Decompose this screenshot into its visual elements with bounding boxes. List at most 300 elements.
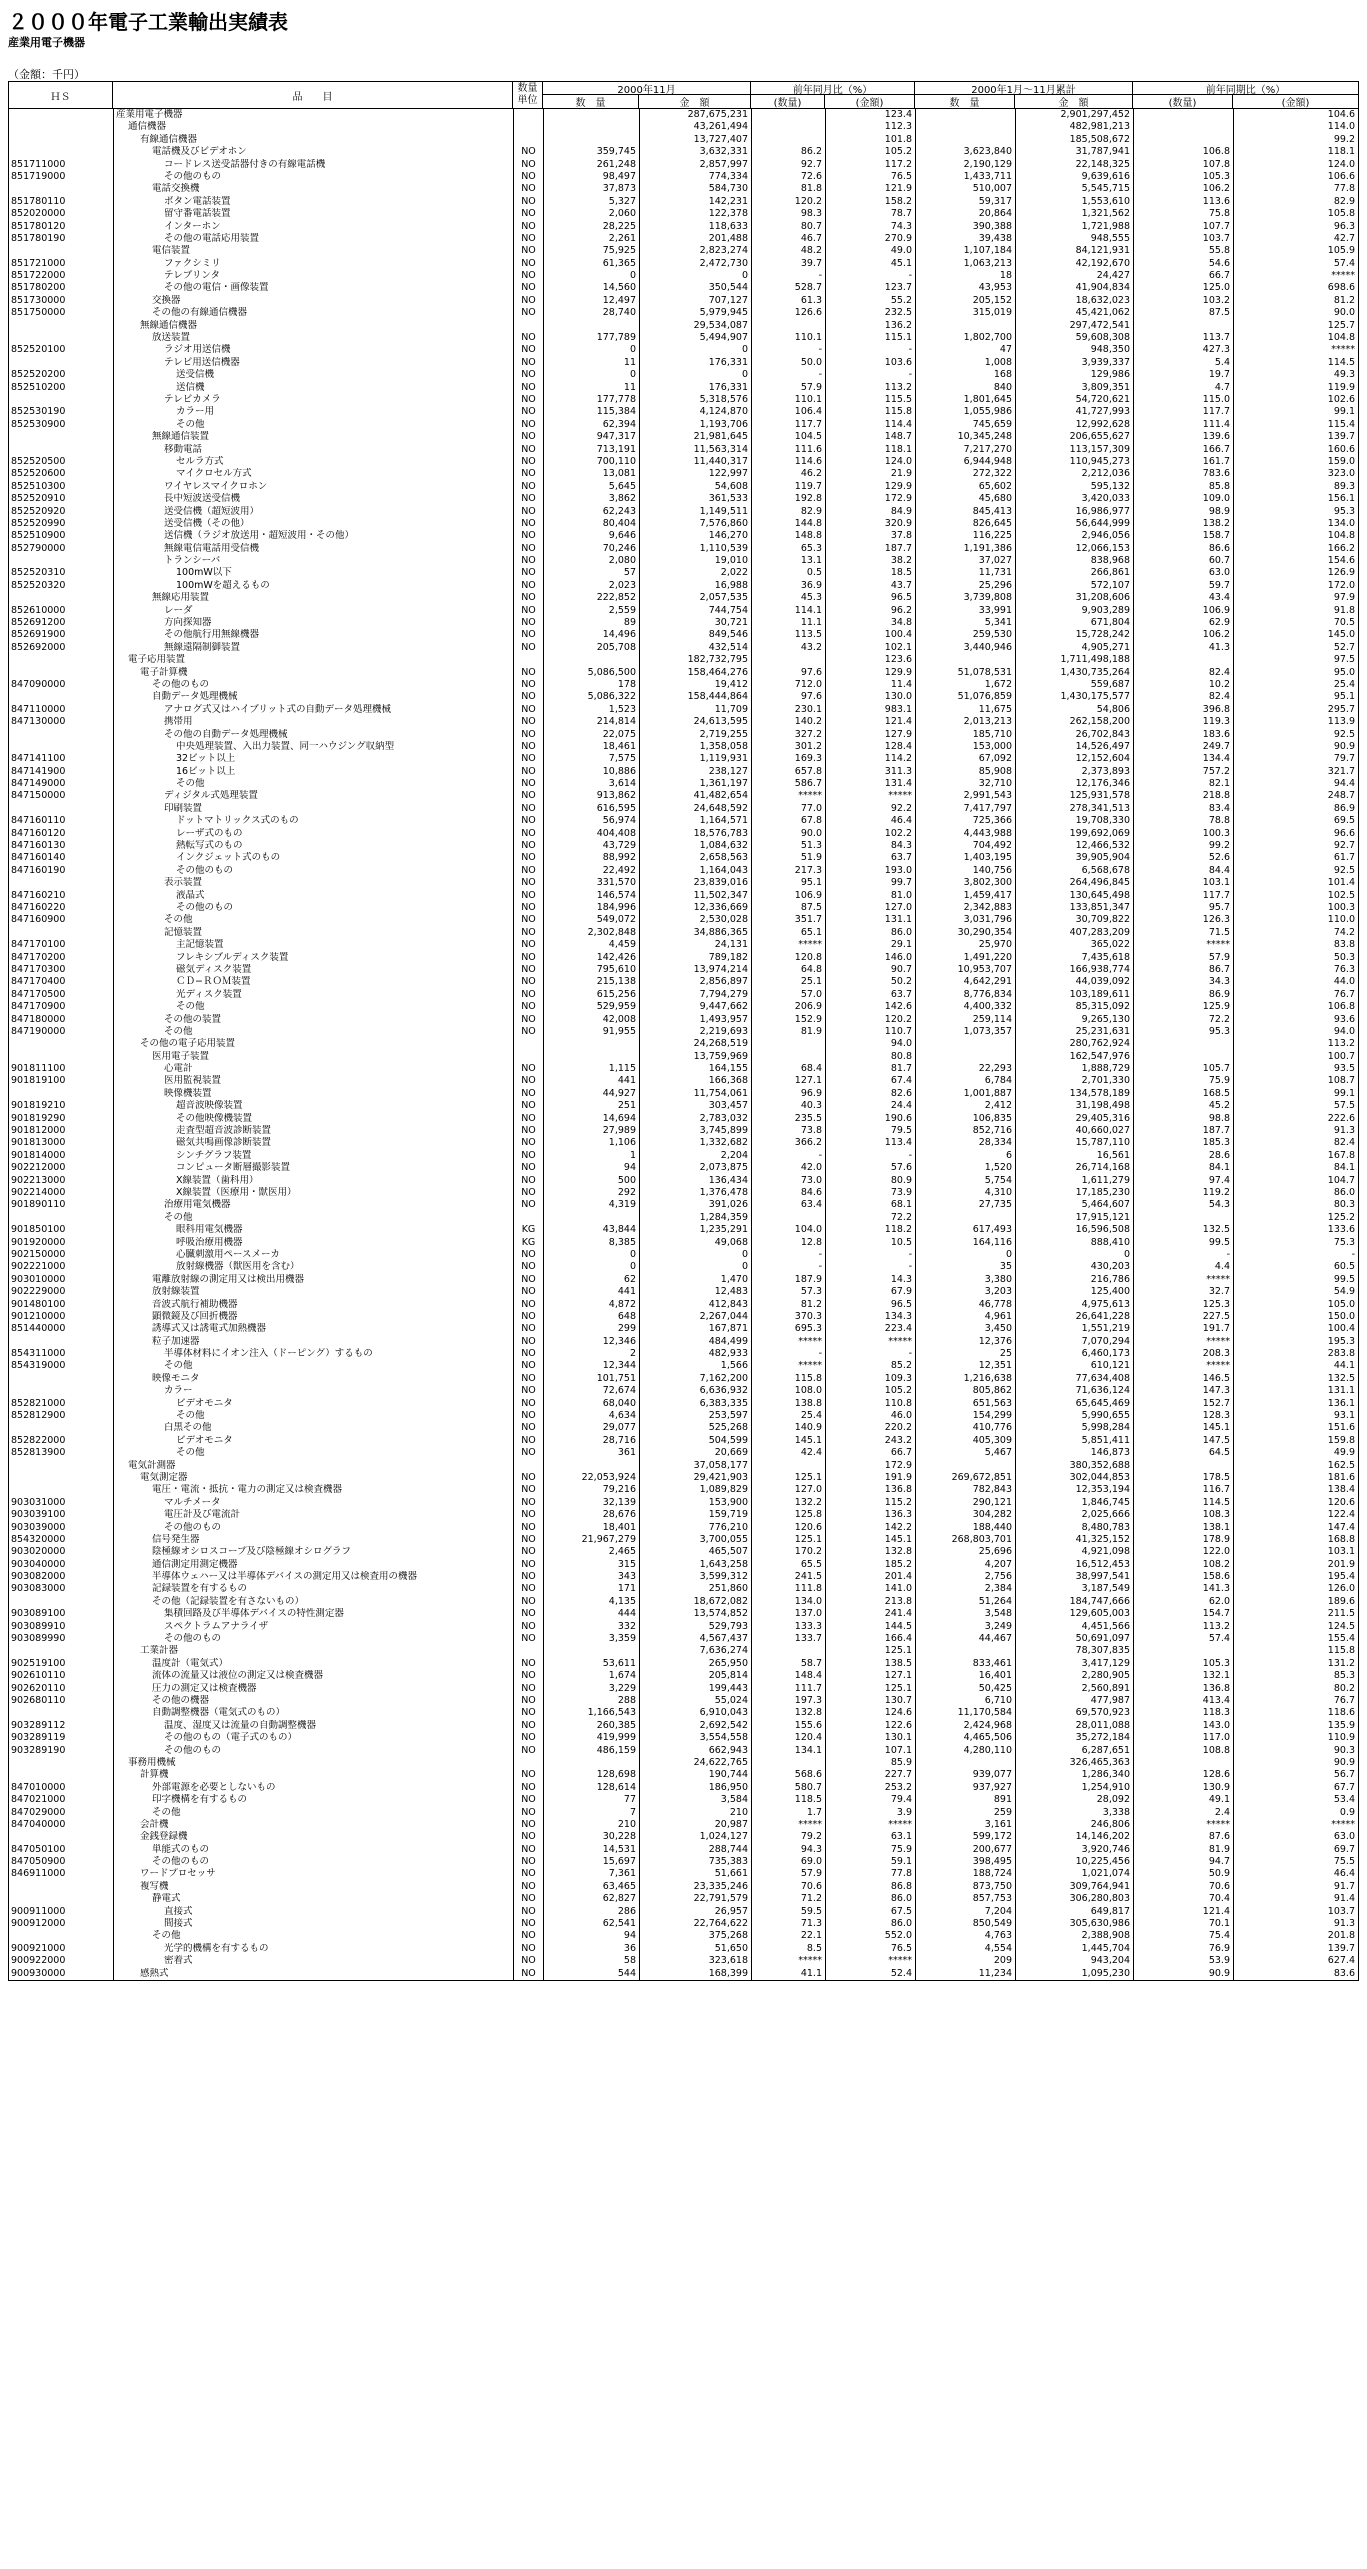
table-row — [9, 332, 1358, 344]
month-amount: 3,584 — [639, 1794, 751, 1806]
month-amount-ratio: 37.8 — [825, 530, 915, 542]
ytd-amount-ratio: 139.7 — [1233, 1943, 1358, 1955]
ytd-amount-ratio: 93.1 — [1233, 1410, 1358, 1422]
ytd-amount: 943,204 — [1015, 1955, 1133, 1967]
qty-unit: NO — [513, 803, 543, 815]
month-amount-ratio: 3.9 — [825, 1807, 915, 1819]
hs-code: 847110000 — [11, 703, 66, 715]
month-amount: 744,754 — [639, 605, 751, 617]
ytd-amount: 185,508,672 — [1015, 134, 1133, 146]
month-amount-ratio: 232.5 — [825, 307, 915, 319]
month-amount-ratio: 24.4 — [825, 1100, 915, 1112]
ytd-qty-ratio: 146.5 — [1133, 1373, 1233, 1385]
qty-unit: NO — [513, 1856, 543, 1868]
ytd-amount-ratio: 82.4 — [1233, 1137, 1358, 1149]
month-amount-ratio: 78.7 — [825, 208, 915, 220]
ytd-qty: 3,548 — [915, 1608, 1015, 1620]
ytd-amount-ratio: 94.4 — [1233, 778, 1358, 790]
ytd-qty-ratio: 4.4 — [1133, 1261, 1233, 1273]
month-amount-ratio: 123.4 — [825, 109, 915, 121]
month-amount: 0 — [639, 369, 751, 381]
month-qty-ratio: 695.3 — [751, 1323, 825, 1335]
month-qty: 63,465 — [543, 1881, 639, 1893]
ytd-qty: 51,076,859 — [915, 691, 1015, 703]
ytd-qty: 268,803,701 — [915, 1534, 1015, 1546]
month-qty-ratio: 42.0 — [751, 1162, 825, 1174]
month-qty: 12,346 — [543, 1336, 639, 1348]
ytd-qty: 857,753 — [915, 1893, 1015, 1905]
month-amount-ratio: 102.1 — [825, 642, 915, 654]
item-name: 密着式 — [113, 1955, 513, 1967]
month-qty: 28,716 — [543, 1435, 639, 1447]
month-qty-ratio: 57.3 — [751, 1286, 825, 1298]
hs-code — [11, 803, 111, 815]
month-qty-ratio: 586.7 — [751, 778, 825, 790]
month-amount: 12,483 — [639, 1286, 751, 1298]
item-name: 電子計算機 — [113, 667, 513, 679]
item-name: 光ディスク装置 — [113, 989, 513, 1001]
month-amount-ratio: - — [825, 369, 915, 381]
month-amount: 49,068 — [639, 1237, 751, 1249]
qty-unit: NO — [513, 1336, 543, 1348]
table-row — [9, 444, 1358, 456]
hs-code — [11, 1484, 111, 1496]
month-amount: 391,026 — [639, 1199, 751, 1211]
hs-code: 852510900 — [11, 530, 66, 542]
ytd-qty: 35 — [915, 1261, 1015, 1273]
month-amount: 168,399 — [639, 1968, 751, 1980]
month-amount: 0 — [639, 1249, 751, 1261]
ytd-qty: 259,114 — [915, 1014, 1015, 1026]
qty-unit: KG — [513, 1237, 543, 1249]
ytd-amount: 5,545,715 — [1015, 183, 1133, 195]
ytd-amount: 9,265,130 — [1015, 1014, 1133, 1026]
item-name: 工業計器 — [113, 1645, 513, 1657]
item-name: 磁気ディスク装置 — [113, 964, 513, 976]
month-amount: 265,950 — [639, 1658, 751, 1670]
ytd-amount: 1,095,230 — [1015, 1968, 1133, 1980]
ytd-amount-ratio: 97.5 — [1233, 654, 1358, 666]
ytd-amount: 65,645,469 — [1015, 1398, 1133, 1410]
month-qty: 795,610 — [543, 964, 639, 976]
ytd-qty-ratio: 55.8 — [1133, 245, 1233, 257]
ytd-amount: 6,568,678 — [1015, 865, 1133, 877]
month-amount-ratio: 73.9 — [825, 1187, 915, 1199]
ytd-amount-ratio: 95.0 — [1233, 667, 1358, 679]
ytd-qty: 3,739,808 — [915, 592, 1015, 604]
ytd-qty: 4,443,988 — [915, 828, 1015, 840]
month-amount: 11,754,061 — [639, 1088, 751, 1100]
ytd-amount: 4,451,566 — [1015, 1621, 1133, 1633]
month-qty: 142,426 — [543, 952, 639, 964]
ytd-amount-ratio: 248.7 — [1233, 790, 1358, 802]
month-qty: 3,614 — [543, 778, 639, 790]
ytd-qty-ratio: 134.4 — [1133, 753, 1233, 765]
month-qty-ratio: 114.6 — [751, 456, 825, 468]
ytd-amount: 30,709,822 — [1015, 914, 1133, 926]
qty-unit: NO — [513, 1187, 543, 1199]
ytd-qty-ratio: 109.0 — [1133, 493, 1233, 505]
hs-code: 847160220 — [11, 902, 66, 913]
ytd-qty-ratio: 97.4 — [1133, 1175, 1233, 1187]
hs-code: 847141100 — [11, 753, 66, 765]
ytd-amount-ratio: 77.8 — [1233, 183, 1358, 195]
qty-unit: NO — [513, 766, 543, 778]
month-qty-ratio: 40.3 — [751, 1100, 825, 1112]
month-amount-ratio: 79.4 — [825, 1794, 915, 1806]
month-qty-ratio: 22.1 — [751, 1930, 825, 1942]
month-amount-ratio: 110.8 — [825, 1398, 915, 1410]
month-qty-ratio: 217.3 — [751, 865, 825, 877]
ytd-qty: 6 — [915, 1150, 1015, 1162]
month-amount-ratio: 113.4 — [825, 1137, 915, 1149]
month-qty-ratio: 71.3 — [751, 1918, 825, 1930]
ytd-qty: 2,991,543 — [915, 790, 1015, 802]
month-amount: 43,261,494 — [639, 121, 751, 133]
month-amount: 361,533 — [639, 493, 751, 505]
table-row — [9, 1645, 1358, 1657]
month-qty: 22,075 — [543, 729, 639, 741]
qty-unit: NO — [513, 1100, 543, 1112]
table-row — [9, 1732, 1358, 1744]
month-qty: 1 — [543, 1150, 639, 1162]
table-row — [9, 939, 1358, 951]
qty-unit: NO — [513, 1014, 543, 1026]
qty-unit: NO — [513, 840, 543, 852]
month-qty: 2 — [543, 1348, 639, 1360]
ytd-amount: 2,388,908 — [1015, 1930, 1133, 1942]
item-name: 会計機 — [113, 1819, 513, 1831]
month-qty-ratio — [751, 1038, 825, 1050]
ytd-qty: 269,672,851 — [915, 1472, 1015, 1484]
ytd-amount: 3,417,129 — [1015, 1658, 1133, 1670]
month-qty-ratio: 57.9 — [751, 1868, 825, 1880]
month-qty-ratio: ***** — [751, 1360, 825, 1372]
month-qty: 10,886 — [543, 766, 639, 778]
month-amount: 0 — [639, 344, 751, 356]
month-amount: 5,318,576 — [639, 394, 751, 406]
item-name: アナログ式又はハイブリット式の自動データ処理機械 — [113, 704, 513, 716]
item-name: 複写機 — [113, 1881, 513, 1893]
ytd-qty: 12,351 — [915, 1360, 1015, 1372]
month-qty: 648 — [543, 1311, 639, 1323]
ytd-qty-ratio: 117.7 — [1133, 890, 1233, 902]
ytd-qty: 617,493 — [915, 1224, 1015, 1236]
month-amount: 2,692,542 — [639, 1720, 751, 1732]
ytd-qty-ratio: 70.4 — [1133, 1893, 1233, 1905]
ytd-qty-ratio: 132.1 — [1133, 1670, 1233, 1682]
hs-code: 903089910 — [11, 1620, 66, 1632]
qty-unit: NO — [513, 1732, 543, 1744]
ytd-qty-ratio: 106.9 — [1133, 605, 1233, 617]
item-name: ワイヤレスマイクロホン — [113, 481, 513, 493]
hs-code — [11, 1707, 111, 1719]
month-qty: 1,523 — [543, 704, 639, 716]
ytd-amount-ratio: 222.6 — [1233, 1113, 1358, 1125]
ytd-amount: 133,851,347 — [1015, 902, 1133, 914]
ytd-amount: 2,373,893 — [1015, 766, 1133, 778]
table-row — [9, 1460, 1358, 1472]
ytd-amount-ratio: 115.4 — [1233, 419, 1358, 431]
ytd-amount-ratio: 80.3 — [1233, 1199, 1358, 1211]
ytd-qty-ratio: 106.2 — [1133, 183, 1233, 195]
qty-unit: NO — [513, 1175, 543, 1187]
month-qty: 222,852 — [543, 592, 639, 604]
ytd-amount-ratio: 93.6 — [1233, 1014, 1358, 1026]
hs-code — [11, 121, 111, 133]
month-qty-ratio: 71.2 — [751, 1893, 825, 1905]
table-row — [9, 667, 1358, 679]
month-amount: 1,566 — [639, 1360, 751, 1372]
ytd-amount-ratio: 104.7 — [1233, 1175, 1358, 1187]
hs-code: 903083000 — [11, 1583, 66, 1595]
month-amount-ratio: 172.9 — [825, 493, 915, 505]
qty-unit: NO — [513, 952, 543, 964]
table-row — [9, 828, 1358, 840]
table-row — [9, 282, 1358, 294]
ytd-amount-ratio: 113.9 — [1233, 716, 1358, 728]
ytd-amount: 12,152,604 — [1015, 753, 1133, 765]
qty-unit: NO — [513, 245, 543, 257]
ytd-amount: 184,747,666 — [1015, 1596, 1133, 1608]
month-amount-ratio: 103.6 — [825, 357, 915, 369]
month-qty-ratio: 0.5 — [751, 567, 825, 579]
ytd-qty-ratio: 71.5 — [1133, 927, 1233, 939]
ytd-qty-ratio: ***** — [1133, 1274, 1233, 1286]
month-qty: 184,996 — [543, 902, 639, 914]
table-row — [9, 1063, 1358, 1075]
month-qty-ratio: 137.0 — [751, 1608, 825, 1620]
hs-code: 902680110 — [11, 1695, 66, 1706]
ytd-qty: 1,216,638 — [915, 1373, 1015, 1385]
ytd-amount-ratio: 122.4 — [1233, 1509, 1358, 1521]
ytd-qty-ratio: 95.3 — [1133, 1026, 1233, 1038]
ytd-qty-ratio: 54.6 — [1133, 258, 1233, 270]
ytd-amount: 297,472,541 — [1015, 320, 1133, 332]
ytd-qty: 164,116 — [915, 1237, 1015, 1249]
ytd-amount: 44,039,092 — [1015, 976, 1133, 988]
month-qty: 94 — [543, 1162, 639, 1174]
month-amount: 210 — [639, 1807, 751, 1819]
month-amount: 24,648,592 — [639, 803, 751, 815]
table-row — [9, 716, 1358, 728]
item-name: 感熱式 — [113, 1968, 513, 1980]
item-name: フレキシブルディスク装置 — [113, 952, 513, 964]
month-amount-ratio: 112.3 — [825, 121, 915, 133]
month-amount-ratio: 148.7 — [825, 431, 915, 443]
qty-unit: NO — [513, 1546, 543, 1558]
month-qty: 32,139 — [543, 1497, 639, 1509]
table-row — [9, 766, 1358, 778]
qty-unit: NO — [513, 1410, 543, 1422]
month-qty: 68,040 — [543, 1398, 639, 1410]
month-qty: 700,110 — [543, 456, 639, 468]
item-name: 中央処理装置、入出力装置、同一ハウジング収納型 — [113, 741, 513, 753]
ytd-qty: 259,530 — [915, 629, 1015, 641]
ytd-amount: 4,975,613 — [1015, 1299, 1133, 1311]
table-row — [9, 344, 1358, 356]
header-hs: ＨＳ — [9, 82, 113, 108]
month-amount-ratio: 127.9 — [825, 729, 915, 741]
ytd-qty: 67,092 — [915, 753, 1015, 765]
month-qty: 101,751 — [543, 1373, 639, 1385]
month-qty-ratio: 155.6 — [751, 1720, 825, 1732]
qty-unit: NO — [513, 394, 543, 406]
qty-unit: KG — [513, 1224, 543, 1236]
ytd-amount-ratio: 25.4 — [1233, 679, 1358, 691]
ytd-amount: 2,701,330 — [1015, 1075, 1133, 1087]
month-qty-ratio: 148.8 — [751, 530, 825, 542]
page-subtitle: 産業用電子機器 — [8, 36, 85, 49]
table-row — [9, 506, 1358, 518]
item-name: 眼科用電気機器 — [113, 1224, 513, 1236]
month-qty: 5,645 — [543, 481, 639, 493]
month-qty-ratio: 568.6 — [751, 1769, 825, 1781]
item-name: その他の電話応用装置 — [113, 233, 513, 245]
item-name: その他 — [113, 1001, 513, 1013]
qty-unit: NO — [513, 406, 543, 418]
ytd-amount: 113,157,309 — [1015, 444, 1133, 456]
item-name: その他のもの — [113, 1522, 513, 1534]
table-row — [9, 530, 1358, 542]
ytd-qty: 850,549 — [915, 1918, 1015, 1930]
ytd-qty: 37,027 — [915, 555, 1015, 567]
month-amount: 167,871 — [639, 1323, 751, 1335]
ytd-amount: 1,721,988 — [1015, 221, 1133, 233]
month-amount: 238,127 — [639, 766, 751, 778]
table-row — [9, 1385, 1358, 1397]
item-name: テレビカメラ — [113, 394, 513, 406]
item-name: 無線電信電話用受信機 — [113, 543, 513, 555]
hs-code: 847160140 — [11, 852, 66, 864]
ytd-amount: 12,353,194 — [1015, 1484, 1133, 1496]
ytd-qty: 2,424,968 — [915, 1720, 1015, 1732]
ytd-qty-ratio: 5.4 — [1133, 357, 1233, 369]
month-amount: 774,334 — [639, 171, 751, 183]
month-amount-ratio: 34.8 — [825, 617, 915, 629]
month-amount: 158,444,864 — [639, 691, 751, 703]
month-amount-ratio: 10.5 — [825, 1237, 915, 1249]
qty-unit: NO — [513, 1311, 543, 1323]
ytd-amount-ratio: 211.5 — [1233, 1608, 1358, 1620]
month-qty-ratio: 86.2 — [751, 146, 825, 158]
ytd-qty-ratio: 105.3 — [1133, 171, 1233, 183]
month-qty-ratio: 114.1 — [751, 605, 825, 617]
ytd-amount-ratio: 53.4 — [1233, 1794, 1358, 1806]
ytd-qty: 6,784 — [915, 1075, 1015, 1087]
qty-unit — [513, 134, 543, 146]
ytd-qty: 398,495 — [915, 1856, 1015, 1868]
month-qty-ratio: 68.4 — [751, 1063, 825, 1075]
month-qty: 79,216 — [543, 1484, 639, 1496]
ytd-qty-ratio: 227.5 — [1133, 1311, 1233, 1323]
table-row — [9, 419, 1358, 431]
ytd-qty-ratio: 105.7 — [1133, 1063, 1233, 1075]
item-name: 送受信機（その他） — [113, 518, 513, 530]
month-qty: 146,574 — [543, 890, 639, 902]
table-row — [9, 481, 1358, 493]
qty-unit: NO — [513, 481, 543, 493]
ytd-amount: 610,121 — [1015, 1360, 1133, 1372]
table-row — [9, 171, 1358, 183]
month-amount: 11,563,314 — [639, 444, 751, 456]
hs-code: 854311000 — [11, 1348, 66, 1360]
ytd-qty-ratio: 168.5 — [1133, 1088, 1233, 1100]
month-qty-ratio: 133.3 — [751, 1621, 825, 1633]
month-qty-ratio: 104.5 — [751, 431, 825, 443]
month-amount-ratio: 129.9 — [825, 481, 915, 493]
ytd-qty-ratio: 98.9 — [1133, 506, 1233, 518]
hs-code — [11, 877, 111, 889]
ytd-qty-ratio: 152.7 — [1133, 1398, 1233, 1410]
month-qty-ratio: 351.7 — [751, 914, 825, 926]
table-row — [9, 605, 1358, 617]
ytd-amount: 948,350 — [1015, 344, 1133, 356]
month-amount: 190,744 — [639, 1769, 751, 1781]
table-row — [9, 518, 1358, 530]
month-amount-ratio: 121.4 — [825, 716, 915, 728]
month-amount: 12,336,669 — [639, 902, 751, 914]
ytd-qty-ratio: 53.9 — [1133, 1955, 1233, 1967]
item-name: 無線遠隔制御装置 — [113, 642, 513, 654]
ytd-qty-ratio: 75.9 — [1133, 1075, 1233, 1087]
month-qty: 98,497 — [543, 171, 639, 183]
month-qty-ratio: 118.5 — [751, 1794, 825, 1806]
table-row — [9, 679, 1358, 691]
item-name: テレプリンタ — [113, 270, 513, 282]
ytd-amount: 266,861 — [1015, 567, 1133, 579]
qty-unit: NO — [513, 865, 543, 877]
month-amount: 29,534,087 — [639, 320, 751, 332]
hs-code: 852812900 — [11, 1410, 66, 1422]
ytd-amount: 78,307,835 — [1015, 1645, 1133, 1657]
ytd-amount: 12,066,153 — [1015, 543, 1133, 555]
month-amount-ratio: 57.6 — [825, 1162, 915, 1174]
qty-unit: NO — [513, 1534, 543, 1546]
qty-unit — [513, 1038, 543, 1050]
table-row — [9, 1522, 1358, 1534]
table-row — [9, 1323, 1358, 1335]
table-row — [9, 270, 1358, 282]
month-amount: 1,089,829 — [639, 1484, 751, 1496]
table-row — [9, 1695, 1358, 1707]
ytd-amount: 35,272,184 — [1015, 1732, 1133, 1744]
month-qty-ratio: 39.7 — [751, 258, 825, 270]
month-amount: 323,618 — [639, 1955, 751, 1967]
qty-unit: NO — [513, 1348, 543, 1360]
month-qty: 44,927 — [543, 1088, 639, 1100]
month-qty: 22,492 — [543, 865, 639, 877]
ytd-amount: 125,400 — [1015, 1286, 1133, 1298]
month-amount: 19,412 — [639, 679, 751, 691]
ytd-qty-ratio: 106.2 — [1133, 629, 1233, 641]
ytd-qty: 32,710 — [915, 778, 1015, 790]
month-qty: 62,394 — [543, 419, 639, 431]
month-qty: 128,614 — [543, 1782, 639, 1794]
hs-code: 903289112 — [11, 1719, 66, 1731]
item-name: その他 — [113, 1807, 513, 1819]
month-qty: 128,698 — [543, 1769, 639, 1781]
ytd-qty: 510,007 — [915, 183, 1015, 195]
ytd-amount: 54,806 — [1015, 704, 1133, 716]
item-name: コードレス送受話器付きの有線電話機 — [113, 159, 513, 171]
month-amount: 166,368 — [639, 1075, 751, 1087]
ytd-qty-ratio: ***** — [1133, 1336, 1233, 1348]
qty-unit: NO — [513, 196, 543, 208]
qty-unit: NO — [513, 1286, 543, 1298]
item-name: 自動データ処理機械 — [113, 691, 513, 703]
ytd-amount: 31,208,606 — [1015, 592, 1133, 604]
